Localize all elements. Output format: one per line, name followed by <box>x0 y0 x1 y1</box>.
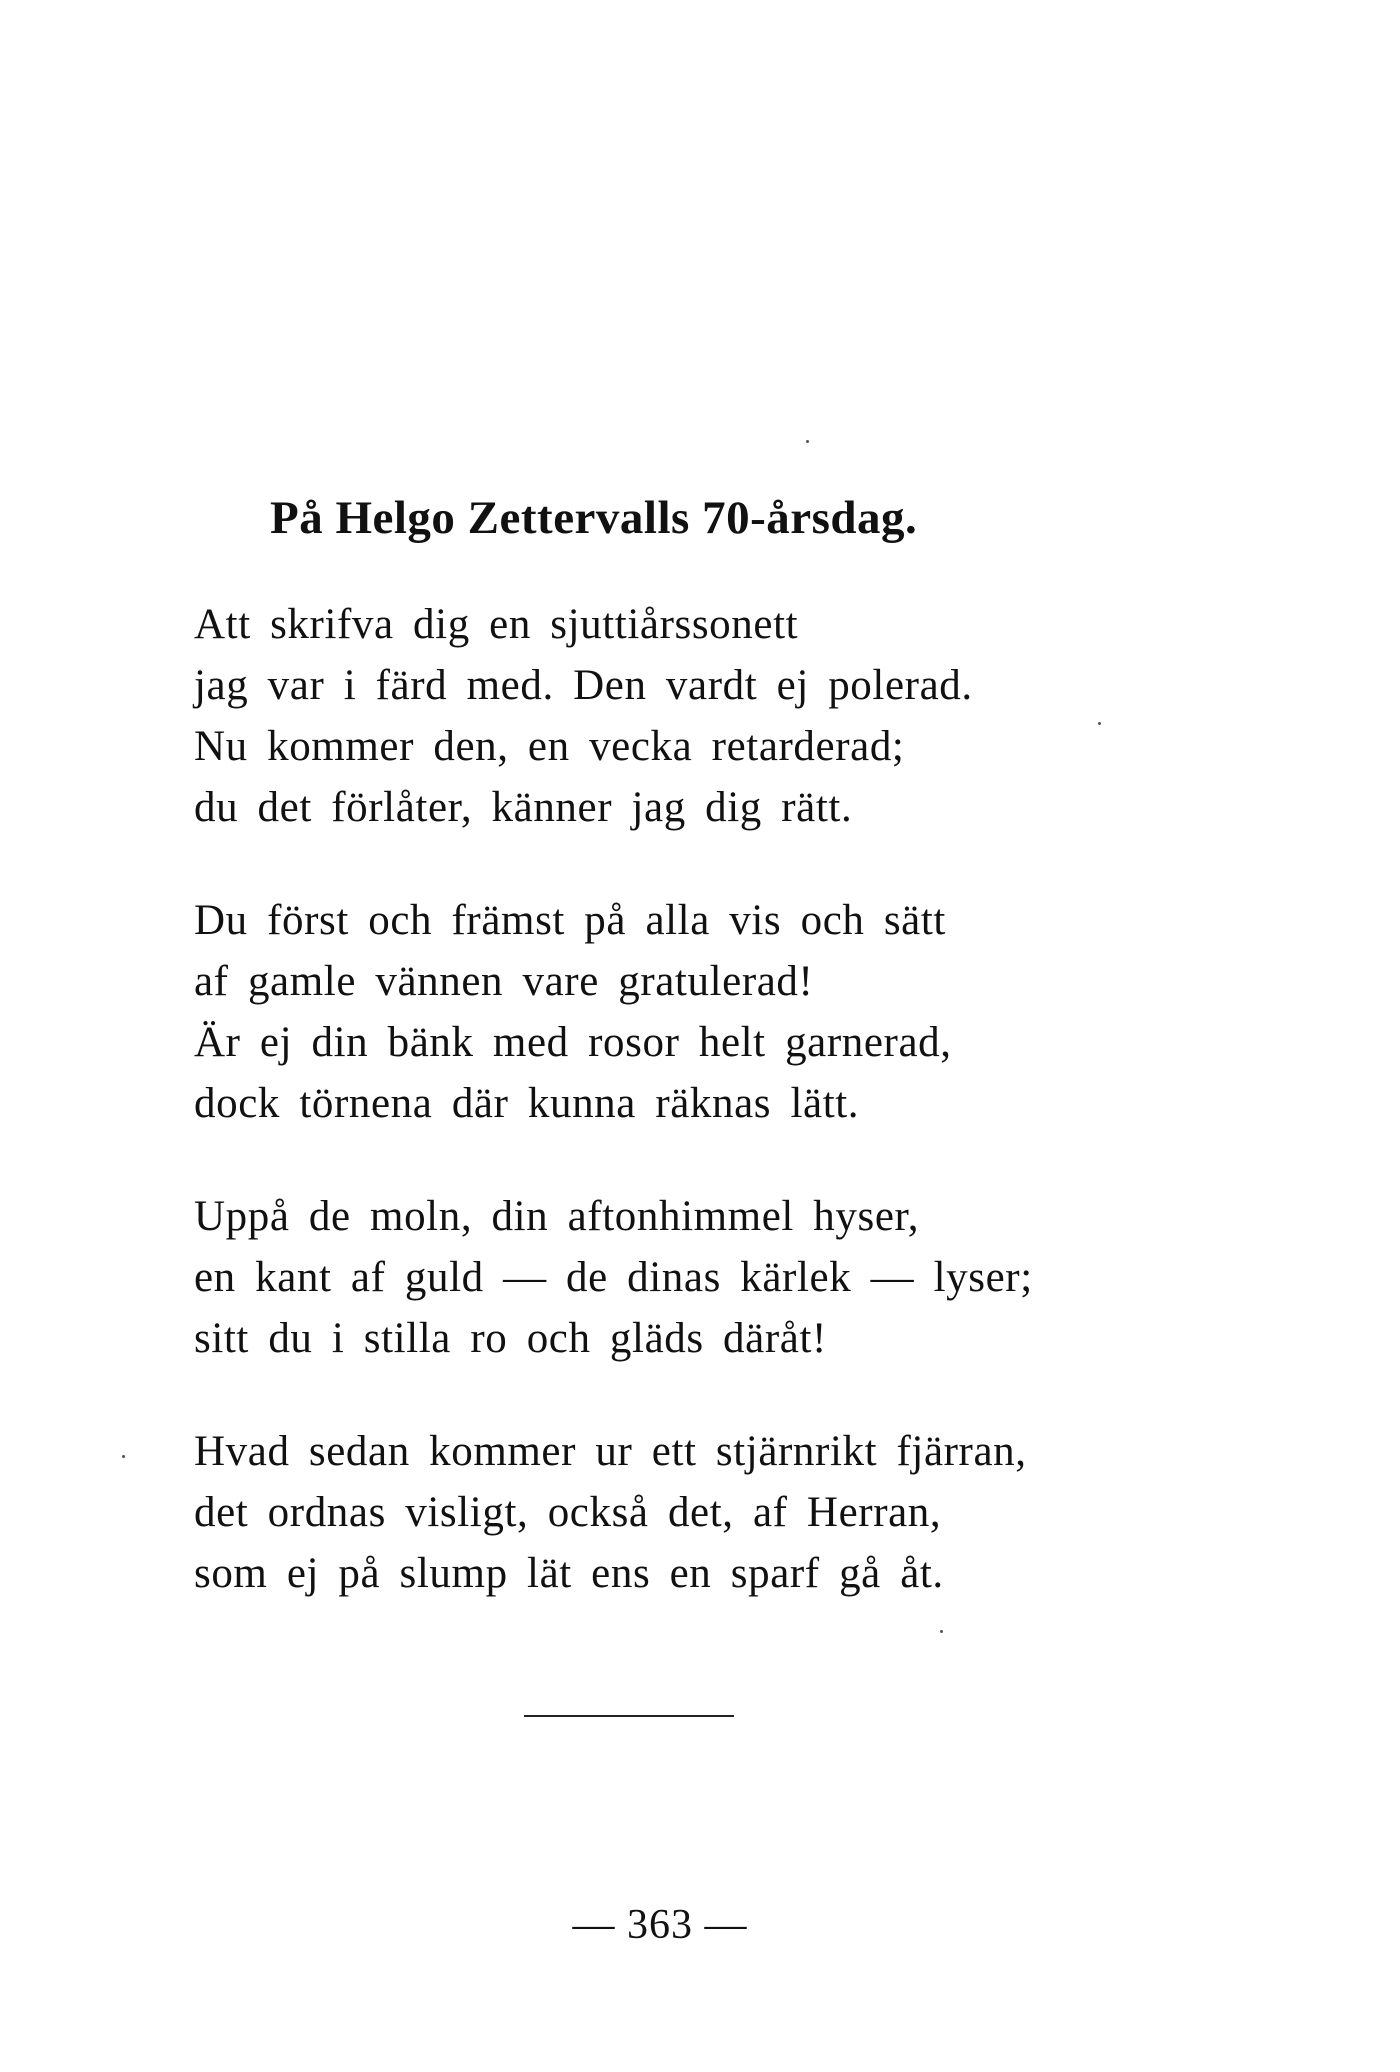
print-speck <box>122 1455 125 1458</box>
print-speck <box>806 440 809 443</box>
print-speck <box>1098 722 1101 725</box>
poem-line: dock törnena där kunna räknas lätt. <box>194 1080 860 1127</box>
poem-line: Uppå de moln, din aftonhimmel hyser, <box>194 1193 920 1240</box>
poem-line: du det förlåter, känner jag dig rätt. <box>194 784 853 831</box>
stanza-2 <box>194 890 952 1134</box>
poem-line: Hvad sedan kommer ur ett stjärnrikt fjärran, <box>194 1428 1027 1475</box>
print-speck <box>940 1630 943 1633</box>
poem-line: som ej på slump lät ens en sparf gå åt. <box>194 1550 944 1597</box>
page-number: — 363 — <box>572 1902 748 1948</box>
poem-line: Nu kommer den, en vecka retarderad; <box>194 723 905 770</box>
poem-line: en kant af guld — de dinas kärlek — lyser; <box>194 1254 1033 1301</box>
poem-line: Att skrifva dig en sjuttiårssonett <box>194 601 799 648</box>
section-divider <box>524 1715 734 1717</box>
stanza-4 <box>194 1421 1027 1604</box>
poem-line: Du först och främst på alla vis och sätt <box>194 897 946 944</box>
poem-line: Är ej din bänk med rosor helt garnerad, <box>194 1019 952 1066</box>
poem-line: jag var i färd med. Den vardt ej polerad. <box>194 662 973 709</box>
poem-line: af gamle vännen vare gratulerad! <box>194 958 814 1005</box>
stanza-3 <box>194 1186 1033 1369</box>
stanza-1 <box>194 594 973 838</box>
poem-line: sitt du i stilla ro och gläds däråt! <box>194 1315 827 1362</box>
poem-title: På Helgo Zettervalls 70-årsdag. <box>270 492 918 544</box>
poem-line: det ordnas visligt, också det, af Herran, <box>194 1489 942 1536</box>
